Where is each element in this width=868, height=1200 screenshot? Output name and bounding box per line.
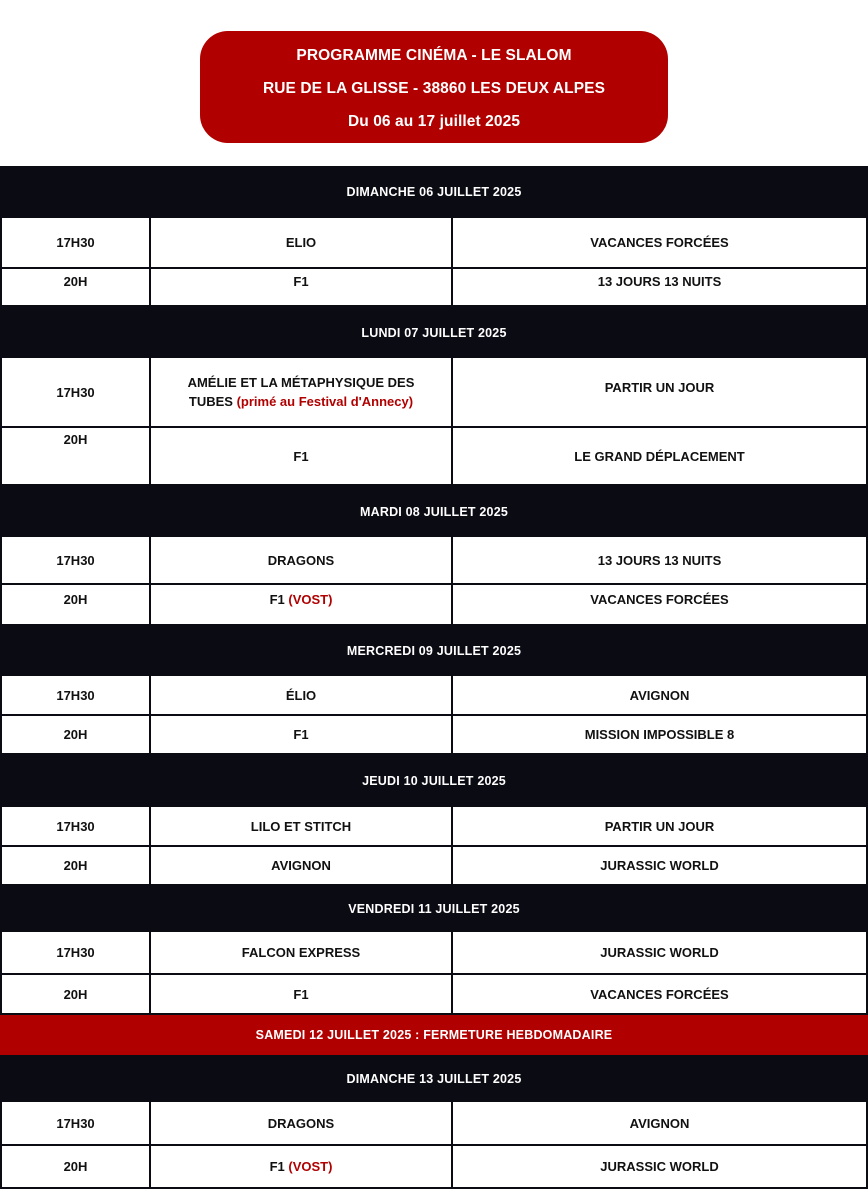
film-cell: LE GRAND DÉPLACEMENT [453,428,866,486]
header-title: PROGRAMME CINÉMA - LE SLALOM [296,46,572,64]
film-cell: F1 [151,716,453,755]
time-cell: 20H [2,428,151,486]
table-row [0,716,868,755]
day-header: MERCREDI 09 JUILLET 2025 [0,626,868,676]
film-title: F1 [269,1159,285,1174]
table-row [0,847,868,886]
table-row [0,218,868,269]
table-row [0,975,868,1015]
film-cell [151,1146,453,1189]
film-cell: MISSION IMPOSSIBLE 8 [453,716,866,755]
day-header: DIMANCHE 13 JUILLET 2025 [0,1055,868,1102]
time-cell: 17H30 [2,932,151,975]
table-row [0,428,868,486]
table-row [0,585,868,626]
time-cell: 17H30 [2,218,151,269]
film-cell: AVIGNON [453,676,866,716]
film-cell: 13 JOURS 13 NUITS [453,537,866,585]
time-cell: 20H [2,975,151,1015]
film-cell: AVIGNON [151,847,453,886]
program-header [200,31,668,143]
film-cell: ÉLIO [151,676,453,716]
time-cell: 17H30 [2,537,151,585]
time-cell: 17H30 [2,1102,151,1146]
film-cell: F1 [151,428,453,486]
time-cell: 20H [2,269,151,307]
schedule-table [0,166,868,1189]
day-header: LUNDI 07 JUILLET 2025 [0,307,868,358]
time-cell: 17H30 [2,676,151,716]
film-title: F1 [269,592,285,607]
film-title: AMÉLIE ET LA MÉTAPHYSIQUE DES TUBES [187,375,415,409]
film-cell: F1 [151,269,453,307]
film-cell: PARTIR UN JOUR [453,358,866,428]
time-cell: 20H [2,716,151,755]
film-cell: PARTIR UN JOUR [453,807,866,847]
day-header: DIMANCHE 06 JUILLET 2025 [0,166,868,218]
day-header: MARDI 08 JUILLET 2025 [0,486,868,537]
film-cell: JURASSIC WORLD [453,932,866,975]
time-cell: 17H30 [2,358,151,428]
table-row [0,269,868,307]
time-cell: 17H30 [2,807,151,847]
table-row [0,1102,868,1146]
table-row [0,1146,868,1189]
day-header: JEUDI 10 JUILLET 2025 [0,755,868,807]
film-note: (VOST) [288,592,333,607]
film-cell: JURASSIC WORLD [453,847,866,886]
table-row [0,358,868,428]
time-cell: 20H [2,585,151,626]
film-cell: ELIO [151,218,453,269]
film-note: (VOST) [288,1159,333,1174]
time-cell: 20H [2,1146,151,1189]
table-row [0,932,868,975]
film-cell: AVIGNON [453,1102,866,1146]
film-cell: VACANCES FORCÉES [453,585,866,626]
header-dates: Du 06 au 17 juillet 2025 [347,112,521,130]
table-row [0,537,868,585]
table-row [0,676,868,716]
film-cell: F1 [151,975,453,1015]
film-cell: DRAGONS [151,537,453,585]
film-cell: 13 JOURS 13 NUITS [453,269,866,307]
film-cell: LILO ET STITCH [151,807,453,847]
film-cell: VACANCES FORCÉES [453,218,866,269]
film-cell: FALCON EXPRESS [151,932,453,975]
film-cell: VACANCES FORCÉES [453,975,866,1015]
day-header: VENDREDI 11 JUILLET 2025 [0,886,868,932]
closure-banner: SAMEDI 12 JUILLET 2025 : FERMETURE HEBDOMADAIRE [0,1015,868,1055]
film-note: (primé au Festival d'Annecy) [236,394,414,409]
film-cell [151,358,453,428]
time-cell: 20H [2,847,151,886]
film-cell [151,585,453,626]
header-address: RUE DE LA GLISSE - 38860 LES DEUX ALPES [262,79,606,97]
film-cell: JURASSIC WORLD [453,1146,866,1189]
table-row [0,807,868,847]
film-cell: DRAGONS [151,1102,453,1146]
